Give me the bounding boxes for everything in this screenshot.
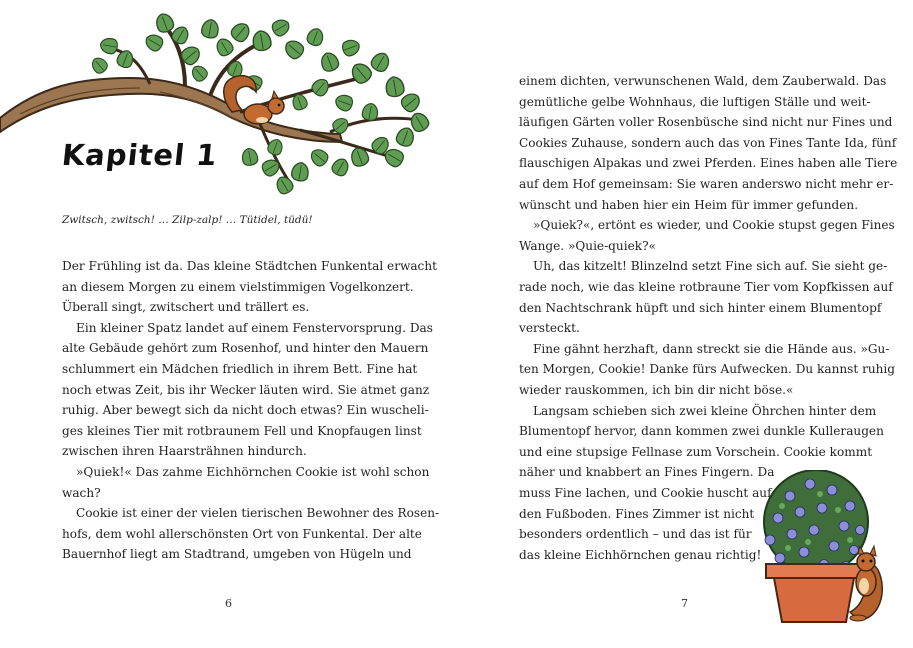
- flowerpot-squirrel-illustration: [750, 470, 890, 630]
- text-line: »Quiek?«, ertönt es wieder, und Cookie stupst gegen Fines: [533, 218, 895, 233]
- text-line: gemütliche gelbe Wohnhaus, die luftigen Ställe und weit-: [519, 94, 871, 109]
- text-line: alte Gebäude gehört zum Rosenhof, und hinter den Mauern: [62, 341, 429, 356]
- text-line: hofs, dem wohl allerschönsten Ort von Funkental. Der alte: [62, 526, 422, 541]
- text-line: Der Frühling ist da. Das kleine Städtchen Funkental erwacht: [62, 259, 437, 273]
- text-line: schlummert ein Mädchen friedlich in ihrem Bett. Fine hat: [62, 362, 418, 376]
- page-number: 6: [225, 597, 232, 610]
- text-line: einem dichten, verwunschenen Wald, dem Zauberwald. Das: [519, 74, 887, 88]
- text-line: Cookie ist einer der vielen tierischen Bewohner des Rosen-: [76, 506, 440, 521]
- text-line: ten Morgen, Cookie! Danke fürs Aufwecken. Du kannst ruhig: [519, 362, 896, 377]
- text-line: wieder rauskommen, ich bin dir nicht böse.«: [519, 383, 794, 397]
- text-line: Wange. »Quie-quiek?«: [519, 238, 656, 253]
- text-line: ruhig. Aber bewegt sich da nicht doch etwas? Ein wuscheli-: [62, 403, 429, 418]
- chapter-title: Kapitel 1: [60, 138, 220, 172]
- text-line: Bauernhof liegt am Stadtrand, umgeben von Hügeln und: [62, 547, 412, 562]
- text-line: rade noch, wie das kleine rotbraune Tier vom Kopfkissen auf: [519, 280, 893, 294]
- text-line: das kleine Eichhörnchen genau richtig!: [519, 547, 762, 562]
- text-line: an diesem Morgen zu einem vielstimmigen Vogelkonzert.: [62, 279, 414, 294]
- text-line: den Nachtschrank hüpft und sich hinter einem Blumentopf: [519, 300, 882, 315]
- text-line: zwischen ihren Haarsträhnen hindurch.: [62, 444, 307, 459]
- text-line: Blumentopf hervor, dann kommen zwei dunkle Kulleraugen: [519, 424, 884, 439]
- chapter-subtitle: Zwitsch, zwitsch! … Zilp-zalp! … Tütidel, tüdü!: [62, 214, 313, 226]
- text-line: Uh, das kitzelt! Blinzelnd setzt Fine sich auf. Sie sieht ge-: [533, 259, 888, 274]
- text-line: besonders ordentlich – und das ist für: [519, 527, 752, 542]
- text-line: den Fußboden. Fines Zimmer ist nicht: [519, 506, 755, 521]
- text-line: Überall singt, zwitschert und trällert es.: [62, 300, 310, 315]
- text-line: versteckt.: [519, 321, 580, 336]
- text-line: ges kleines Tier mit rotbraunem Fell und Knopfaugen linst: [62, 423, 422, 438]
- text-line: noch etwas Zeit, bis ihr Wecker läuten wird. Sie atmet ganz: [62, 382, 430, 397]
- text-line: flauschigen Alpakas und zwei Pferden. Eines haben alle Tiere: [519, 156, 898, 171]
- text-line: und eine stupsige Fellnase zum Vorschein. Cookie kommt: [519, 444, 873, 459]
- text-line: läufigen Gärten voller Rosenbüsche sind nicht nur Fines und: [519, 115, 893, 130]
- text-line: Langsam schieben sich zwei kleine Öhrchen hinter dem: [533, 403, 877, 418]
- text-line: wünscht und haben hier ein Heim für immer gefunden.: [519, 197, 859, 212]
- text-line: auf dem Hof gemeinsam: Sie waren anderswo nicht mehr er-: [519, 177, 894, 191]
- text-line: »Quiek!« Das zahme Eichhörnchen Cookie ist wohl schon: [76, 465, 430, 479]
- right-page: [456, 0, 913, 648]
- page-number: 7: [681, 597, 688, 610]
- text-line: näher und knabbert an Fines Fingern. Da: [519, 465, 775, 480]
- text-line: Ein kleiner Spatz landet auf einem Fenstervorsprung. Das: [76, 320, 433, 335]
- text-line: wach?: [62, 485, 101, 500]
- text-line: muss Fine lachen, und Cookie huscht auf: [519, 486, 772, 500]
- text-line: Fine gähnt herzhaft, dann streckt sie die Hände aus. »Gu-: [533, 341, 890, 356]
- left-page: [0, 0, 456, 648]
- text-line: Cookies Zuhause, sondern auch das von Fines Tante Ida, fünf: [519, 135, 897, 150]
